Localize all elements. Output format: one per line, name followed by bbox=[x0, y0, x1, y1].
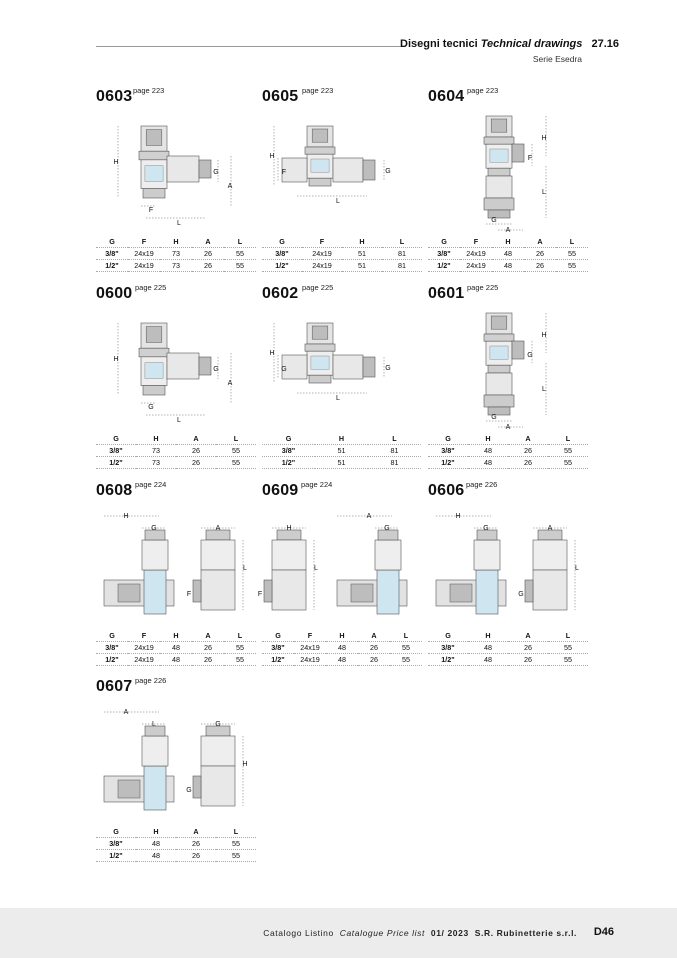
spec-cell: 24x19 bbox=[294, 654, 326, 666]
page-reference: page 225 bbox=[135, 283, 167, 292]
footer-catalog-en: Catalogue Price list bbox=[339, 928, 425, 938]
spec-cell: 55 bbox=[390, 654, 422, 666]
spec-cell: 26 bbox=[176, 850, 216, 862]
header-section-number: 27.16 bbox=[591, 38, 619, 50]
product-code: 0605 bbox=[262, 88, 299, 105]
product-code: 0607 bbox=[96, 678, 133, 695]
spec-column-header: L bbox=[216, 433, 256, 445]
spec-cell: 24x19 bbox=[302, 260, 342, 272]
technical-drawing bbox=[428, 500, 588, 630]
spec-cell: 48 bbox=[492, 260, 524, 272]
spec-cell: 1/2" bbox=[262, 457, 315, 469]
svg-text:A: A bbox=[227, 183, 233, 190]
spec-column-header: L bbox=[224, 236, 256, 248]
svg-text:L: L bbox=[542, 189, 546, 196]
spec-column-header: G bbox=[96, 236, 128, 248]
technical-drawing bbox=[96, 106, 256, 236]
spec-cell: 51 bbox=[315, 445, 368, 457]
spec-column-header: A bbox=[508, 433, 548, 445]
spec-cell: 3/8" bbox=[96, 248, 128, 260]
spec-cell: 48 bbox=[326, 642, 358, 654]
svg-text:G: G bbox=[527, 352, 533, 359]
page-reference: page 225 bbox=[302, 283, 334, 292]
technical-drawing bbox=[428, 106, 588, 236]
spec-row bbox=[262, 248, 422, 260]
spec-column-header: A bbox=[358, 630, 390, 642]
spec-column-header: L bbox=[216, 826, 256, 838]
technical-drawing bbox=[96, 500, 256, 630]
spec-cell: 26 bbox=[192, 248, 224, 260]
spec-cell: 3/8" bbox=[96, 642, 128, 654]
technical-drawing bbox=[262, 303, 422, 433]
spec-table bbox=[428, 630, 588, 666]
spec-row bbox=[262, 642, 422, 654]
page-number: D46 bbox=[593, 926, 614, 938]
spec-column-header: G bbox=[428, 630, 468, 642]
spec-column-header: L bbox=[390, 630, 422, 642]
spec-column-header: F bbox=[128, 630, 160, 642]
spec-cell: 55 bbox=[390, 642, 422, 654]
spec-cell: 3/8" bbox=[262, 248, 302, 260]
svg-text:F: F bbox=[186, 591, 192, 598]
svg-text:G: G bbox=[491, 414, 497, 421]
spec-cell: 1/2" bbox=[262, 654, 294, 666]
spec-table bbox=[262, 236, 422, 272]
spec-cell: 55 bbox=[548, 642, 588, 654]
svg-text:L: L bbox=[152, 721, 156, 728]
spec-column-header: L bbox=[548, 630, 588, 642]
spec-cell: 24x19 bbox=[128, 654, 160, 666]
spec-cell: 55 bbox=[224, 654, 256, 666]
spec-column-header: G bbox=[428, 433, 468, 445]
spec-row bbox=[262, 445, 421, 457]
page-reference: page 225 bbox=[467, 283, 499, 292]
svg-text:H: H bbox=[269, 153, 275, 160]
svg-text:G: G bbox=[384, 525, 390, 532]
product-code: 0603 bbox=[96, 88, 133, 105]
spec-column-header: G bbox=[428, 236, 460, 248]
technical-drawing bbox=[262, 106, 422, 236]
spec-cell: 3/8" bbox=[428, 248, 460, 260]
spec-table bbox=[262, 433, 421, 469]
page-header-title bbox=[400, 38, 619, 50]
spec-cell: 24x19 bbox=[128, 248, 160, 260]
svg-text:L: L bbox=[542, 386, 546, 393]
page-reference: page 224 bbox=[135, 480, 167, 489]
spec-column-header: G bbox=[262, 433, 315, 445]
footer-company: S.R. Rubinetterie s.r.l. bbox=[474, 928, 577, 938]
spec-row bbox=[428, 260, 588, 272]
spec-column-header: H bbox=[160, 236, 192, 248]
svg-text:A: A bbox=[547, 525, 553, 532]
spec-cell: 26 bbox=[524, 248, 556, 260]
spec-column-header: H bbox=[160, 630, 192, 642]
svg-text:H: H bbox=[113, 356, 119, 363]
svg-text:H: H bbox=[541, 135, 547, 142]
svg-text:G: G bbox=[213, 366, 219, 373]
product-code: 0604 bbox=[428, 88, 465, 105]
svg-text:G: G bbox=[483, 525, 489, 532]
spec-row bbox=[96, 642, 256, 654]
spec-cell: 73 bbox=[160, 248, 192, 260]
svg-text:G: G bbox=[385, 168, 391, 175]
spec-cell: 3/8" bbox=[262, 445, 315, 457]
svg-text:H: H bbox=[286, 525, 292, 532]
spec-cell: 51 bbox=[315, 457, 368, 469]
svg-text:A: A bbox=[123, 709, 129, 716]
spec-row bbox=[262, 654, 422, 666]
spec-cell: 81 bbox=[382, 260, 422, 272]
header-title-it: Disegni tecnici bbox=[400, 38, 478, 50]
svg-text:L: L bbox=[177, 417, 181, 424]
spec-column-header: H bbox=[342, 236, 382, 248]
product-code: 0600 bbox=[96, 285, 133, 302]
spec-cell: 26 bbox=[192, 654, 224, 666]
spec-cell: 73 bbox=[136, 457, 176, 469]
spec-cell: 26 bbox=[176, 838, 216, 850]
spec-table bbox=[96, 826, 256, 862]
spec-cell: 24x19 bbox=[460, 260, 492, 272]
spec-row bbox=[428, 642, 588, 654]
spec-cell: 26 bbox=[192, 642, 224, 654]
spec-cell: 3/8" bbox=[428, 445, 468, 457]
spec-table bbox=[262, 630, 422, 666]
svg-text:H: H bbox=[455, 513, 461, 520]
spec-column-header: L bbox=[224, 630, 256, 642]
spec-cell: 3/8" bbox=[262, 642, 294, 654]
spec-cell: 1/2" bbox=[428, 457, 468, 469]
spec-column-header: G bbox=[262, 630, 294, 642]
spec-cell: 81 bbox=[368, 445, 421, 457]
spec-cell: 3/8" bbox=[96, 838, 136, 850]
footer-catalog-it: Catalogo Listino bbox=[263, 928, 334, 938]
spec-row bbox=[96, 850, 256, 862]
svg-text:L: L bbox=[243, 565, 247, 572]
svg-text:G: G bbox=[148, 404, 154, 411]
spec-cell: 26 bbox=[508, 445, 548, 457]
product-code: 0601 bbox=[428, 285, 465, 302]
spec-cell: 1/2" bbox=[96, 260, 128, 272]
product-code: 0608 bbox=[96, 482, 133, 499]
spec-cell: 1/2" bbox=[96, 457, 136, 469]
technical-drawing bbox=[96, 696, 256, 826]
spec-table bbox=[96, 236, 256, 272]
spec-cell: 55 bbox=[216, 445, 256, 457]
svg-text:G: G bbox=[186, 787, 192, 794]
svg-text:A: A bbox=[215, 525, 221, 532]
footer-text bbox=[263, 928, 577, 938]
spec-row bbox=[428, 445, 588, 457]
spec-row bbox=[96, 838, 256, 850]
spec-column-header: A bbox=[524, 236, 556, 248]
spec-cell: 1/2" bbox=[428, 654, 468, 666]
spec-column-header: L bbox=[368, 433, 421, 445]
svg-text:H: H bbox=[123, 513, 129, 520]
footer bbox=[0, 908, 677, 958]
spec-cell: 26 bbox=[508, 654, 548, 666]
spec-cell: 26 bbox=[358, 654, 390, 666]
spec-row bbox=[428, 248, 588, 260]
svg-text:G: G bbox=[281, 366, 287, 373]
svg-text:A: A bbox=[366, 513, 372, 520]
svg-text:G: G bbox=[518, 591, 524, 598]
spec-cell: 26 bbox=[176, 445, 216, 457]
spec-column-header: F bbox=[294, 630, 326, 642]
spec-cell: 48 bbox=[468, 445, 508, 457]
svg-text:F: F bbox=[527, 155, 533, 162]
spec-table bbox=[428, 433, 588, 469]
spec-column-header: L bbox=[382, 236, 422, 248]
spec-column-header: L bbox=[548, 433, 588, 445]
svg-text:A: A bbox=[227, 380, 233, 387]
svg-text:F: F bbox=[257, 591, 263, 598]
header-title-en: Technical drawings bbox=[480, 38, 583, 50]
product-code: 0606 bbox=[428, 482, 465, 499]
spec-column-header: H bbox=[136, 433, 176, 445]
svg-text:L: L bbox=[575, 565, 579, 572]
spec-cell: 55 bbox=[548, 445, 588, 457]
spec-column-header: A bbox=[508, 630, 548, 642]
page-reference: page 223 bbox=[467, 86, 499, 95]
header-rule bbox=[96, 46, 406, 47]
spec-column-header: F bbox=[460, 236, 492, 248]
spec-cell: 48 bbox=[160, 642, 192, 654]
spec-cell: 1/2" bbox=[262, 260, 302, 272]
spec-table bbox=[96, 630, 256, 666]
svg-text:A: A bbox=[505, 227, 511, 234]
footer-edition: 01/ 2023 bbox=[430, 928, 469, 938]
spec-cell: 48 bbox=[326, 654, 358, 666]
spec-table bbox=[96, 433, 256, 469]
svg-text:L: L bbox=[336, 198, 340, 205]
spec-row bbox=[262, 260, 422, 272]
spec-cell: 24x19 bbox=[128, 642, 160, 654]
svg-text:G: G bbox=[151, 525, 157, 532]
spec-cell: 24x19 bbox=[128, 260, 160, 272]
page-reference: page 226 bbox=[135, 676, 167, 685]
spec-column-header: L bbox=[556, 236, 588, 248]
spec-column-header: A bbox=[176, 433, 216, 445]
spec-cell: 51 bbox=[342, 248, 382, 260]
spec-row bbox=[428, 457, 588, 469]
spec-row bbox=[96, 260, 256, 272]
spec-cell: 26 bbox=[508, 642, 548, 654]
spec-cell: 73 bbox=[160, 260, 192, 272]
page-reference: page 223 bbox=[133, 86, 165, 95]
technical-drawing bbox=[257, 500, 422, 630]
spec-column-header: H bbox=[492, 236, 524, 248]
spec-column-header: F bbox=[302, 236, 342, 248]
spec-cell: 55 bbox=[216, 838, 256, 850]
spec-cell: 55 bbox=[548, 654, 588, 666]
spec-column-header: A bbox=[192, 630, 224, 642]
header-series: Serie Esedra bbox=[532, 54, 582, 64]
spec-cell: 26 bbox=[358, 642, 390, 654]
spec-cell: 3/8" bbox=[428, 642, 468, 654]
svg-text:G: G bbox=[385, 365, 391, 372]
spec-column-header: H bbox=[468, 630, 508, 642]
spec-cell: 55 bbox=[224, 248, 256, 260]
spec-cell: 3/8" bbox=[96, 445, 136, 457]
spec-column-header: A bbox=[176, 826, 216, 838]
product-code: 0602 bbox=[262, 285, 299, 302]
spec-cell: 48 bbox=[468, 642, 508, 654]
spec-column-header: A bbox=[192, 236, 224, 248]
product-code: 0609 bbox=[262, 482, 299, 499]
spec-column-header: H bbox=[136, 826, 176, 838]
spec-cell: 26 bbox=[508, 457, 548, 469]
technical-drawing bbox=[428, 303, 588, 433]
spec-column-header: G bbox=[96, 630, 128, 642]
spec-column-header: G bbox=[96, 433, 136, 445]
svg-text:L: L bbox=[177, 220, 181, 227]
spec-row bbox=[96, 654, 256, 666]
spec-cell: 81 bbox=[368, 457, 421, 469]
page-reference: page 226 bbox=[466, 480, 498, 489]
page-reference: page 224 bbox=[301, 480, 333, 489]
svg-text:G: G bbox=[213, 169, 219, 176]
svg-text:H: H bbox=[113, 159, 119, 166]
spec-cell: 48 bbox=[160, 654, 192, 666]
spec-cell: 55 bbox=[216, 457, 256, 469]
svg-text:G: G bbox=[491, 217, 497, 224]
spec-cell: 55 bbox=[224, 642, 256, 654]
svg-text:H: H bbox=[242, 761, 248, 768]
spec-cell: 1/2" bbox=[96, 654, 128, 666]
spec-cell: 48 bbox=[468, 457, 508, 469]
technical-drawing bbox=[96, 303, 256, 433]
svg-text:H: H bbox=[269, 350, 275, 357]
spec-cell: 55 bbox=[224, 260, 256, 272]
spec-cell: 26 bbox=[192, 260, 224, 272]
spec-column-header: F bbox=[128, 236, 160, 248]
spec-cell: 81 bbox=[382, 248, 422, 260]
spec-column-header: H bbox=[315, 433, 368, 445]
svg-text:F: F bbox=[281, 169, 287, 176]
spec-cell: 1/2" bbox=[428, 260, 460, 272]
spec-cell: 73 bbox=[136, 445, 176, 457]
spec-cell: 24x19 bbox=[460, 248, 492, 260]
spec-row bbox=[96, 248, 256, 260]
svg-text:F: F bbox=[148, 207, 154, 214]
svg-text:A: A bbox=[505, 424, 511, 431]
spec-cell: 48 bbox=[136, 850, 176, 862]
spec-column-header: H bbox=[468, 433, 508, 445]
spec-cell: 55 bbox=[216, 850, 256, 862]
spec-cell: 48 bbox=[136, 838, 176, 850]
spec-cell: 24x19 bbox=[302, 248, 342, 260]
svg-text:G: G bbox=[215, 721, 221, 728]
spec-cell: 26 bbox=[524, 260, 556, 272]
spec-cell: 48 bbox=[492, 248, 524, 260]
spec-row bbox=[428, 654, 588, 666]
spec-cell: 48 bbox=[468, 654, 508, 666]
spec-column-header: H bbox=[326, 630, 358, 642]
svg-text:L: L bbox=[336, 395, 340, 402]
spec-cell: 55 bbox=[556, 248, 588, 260]
spec-cell: 1/2" bbox=[96, 850, 136, 862]
spec-table bbox=[428, 236, 588, 272]
spec-cell: 55 bbox=[556, 260, 588, 272]
spec-row bbox=[262, 457, 421, 469]
spec-row bbox=[96, 457, 256, 469]
spec-cell: 24x19 bbox=[294, 642, 326, 654]
svg-text:H: H bbox=[541, 332, 547, 339]
page-reference: page 223 bbox=[302, 86, 334, 95]
svg-text:L: L bbox=[314, 565, 318, 572]
spec-column-header: G bbox=[262, 236, 302, 248]
spec-row bbox=[96, 445, 256, 457]
spec-cell: 26 bbox=[176, 457, 216, 469]
spec-column-header: G bbox=[96, 826, 136, 838]
spec-cell: 55 bbox=[548, 457, 588, 469]
spec-cell: 51 bbox=[342, 260, 382, 272]
